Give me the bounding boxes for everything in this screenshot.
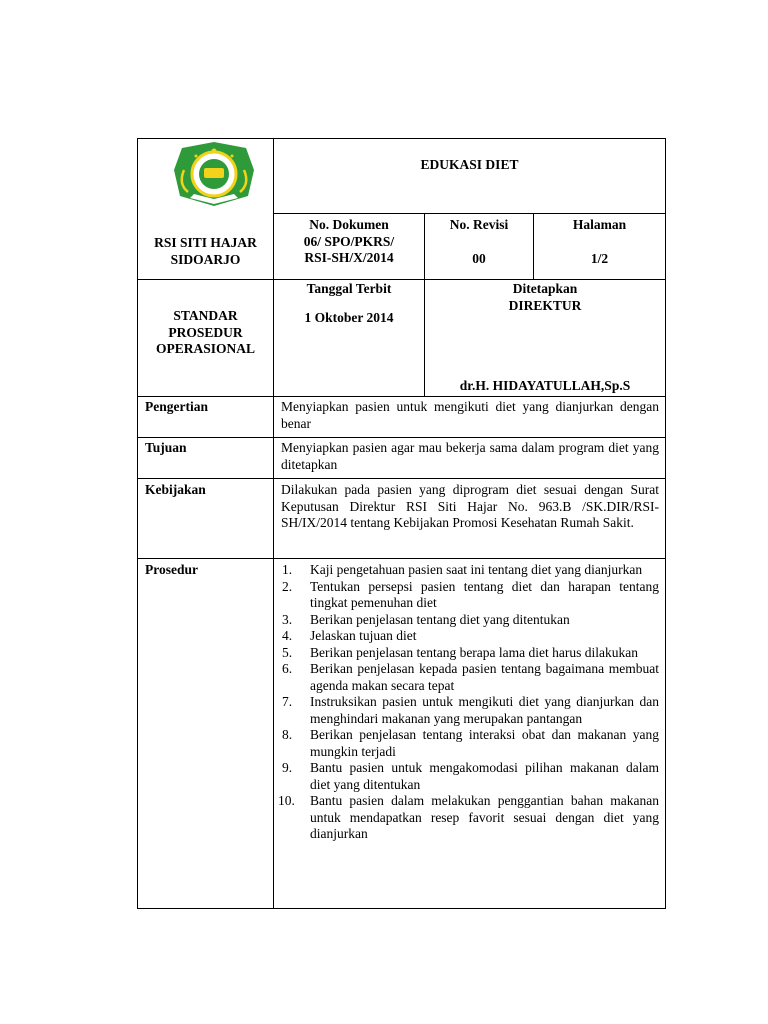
list-item <box>274 694 659 727</box>
table-row-divider <box>137 279 666 280</box>
spo-label <box>138 308 273 358</box>
list-item-text: Tentukan persepsi pasien tentang diet dan harapan tentang tingkat pemenuhan diet <box>310 578 659 610</box>
spo-line: STANDAR <box>173 308 238 323</box>
document-title: EDUKASI DIET <box>420 157 519 172</box>
table-border-bottom <box>137 908 666 909</box>
institution-line: SIDOARJO <box>170 251 241 267</box>
list-item <box>274 760 659 793</box>
direktur-label: DIREKTUR <box>508 297 582 313</box>
list-item-number: 5. <box>282 644 293 660</box>
ditetapkan-label: Ditetapkan <box>512 281 578 296</box>
list-item <box>274 793 659 843</box>
no-revisi-value: 00 <box>472 251 486 266</box>
list-item <box>274 562 659 579</box>
list-item-number: 3. <box>282 611 293 627</box>
list-item-number: 10. <box>278 793 295 808</box>
institution-line: RSI SITI HAJAR <box>154 235 257 250</box>
tanggal-terbit-value: 1 Oktober 2014 <box>304 310 394 325</box>
no-revisi-label: No. Revisi <box>449 217 509 232</box>
no-dokumen-cell <box>274 217 424 267</box>
prosedur-list <box>274 562 659 843</box>
section-text-pengertian: Menyiapkan pasien untuk mengikuti diet yang dianjurkan dengan benar <box>281 399 659 431</box>
halaman-label: Halaman <box>572 217 627 232</box>
list-item <box>274 645 659 662</box>
signatory-name: dr.H. HIDAYATULLAH,Sp.S <box>459 378 631 393</box>
no-dokumen-value: 06/ SPO/PKRS/ <box>303 233 395 249</box>
list-item <box>274 612 659 629</box>
list-item-text: Instruksikan pasien untuk mengikuti diet yang dianjurkan dan menghindari makanan yang merupakan pantangan <box>310 694 659 726</box>
table-border-top <box>137 138 666 139</box>
list-item-text: Bantu pasien dalam melakukan penggantian bahan makanan untuk mendapatkan resep favorit sesuai dengan diet yang dianjurkan <box>310 793 659 841</box>
hospital-logo-icon <box>170 140 258 208</box>
list-item-text: Berikan penjelasan tentang berapa lama diet harus dilakukan <box>310 644 638 660</box>
list-item-number: 8. <box>282 727 293 742</box>
table-row-divider <box>137 437 666 438</box>
list-item-number: 9. <box>282 760 293 775</box>
section-label-pengertian: Pengertian <box>145 399 208 414</box>
section-text-tujuan: Menyiapkan pasien agar mau bekerja sama dalam program diet yang ditetapkan <box>281 440 659 472</box>
list-item-text: Berikan penjelasan tentang interaksi obat dan makanan yang mungkin terjadi <box>310 727 659 759</box>
section-label-tujuan: Tujuan <box>145 440 187 455</box>
list-item-number: 6. <box>282 661 293 676</box>
table-row-divider <box>137 396 666 397</box>
table-row-divider <box>273 213 665 214</box>
spo-line: OPERASIONAL <box>155 341 255 356</box>
list-item-text: Berikan penjelasan tentang diet yang ditentukan <box>310 611 570 627</box>
section-text-kebijakan: Dilakukan pada pasien yang diprogram diet sesuai dengan Surat Keputusan Direktur RSI Siti Hajar No. 963.B /SK.DIR/RSI-SH/IX/2014 tentang Kebijakan Promosi Kesehatan Rumah Sakit. <box>281 482 659 530</box>
list-item-number: 2. <box>282 578 293 594</box>
section-label-prosedur: Prosedur <box>145 562 198 577</box>
list-item <box>274 727 659 760</box>
list-item-text: Kaji pengetahuan pasien saat ini tentang diet yang dianjurkan <box>310 562 643 577</box>
section-label-kebijakan: Kebijakan <box>145 482 206 497</box>
halaman-value: 1/2 <box>590 251 609 266</box>
spo-line: PROSEDUR <box>168 324 243 340</box>
list-item <box>274 661 659 694</box>
list-item-text: Bantu pasien untuk mengakomodasi pilihan makanan dalam diet yang ditentukan <box>310 760 659 792</box>
list-item <box>274 579 659 612</box>
list-item <box>274 628 659 645</box>
list-item-number: 4. <box>282 628 293 643</box>
ditetapkan-cell <box>425 281 665 314</box>
list-item-text: Berikan penjelasan kepada pasien tentang bagaimana membuat agenda makan secara tepat <box>310 661 659 693</box>
list-item-number: 1. <box>282 562 293 577</box>
no-dokumen-value: RSI-SH/X/2014 <box>304 250 394 265</box>
table-row-divider <box>137 558 666 559</box>
table-row-divider <box>137 478 666 479</box>
institution-name <box>138 235 273 268</box>
list-item-number: 7. <box>282 694 293 709</box>
list-item-text: Jelaskan tujuan diet <box>310 628 417 643</box>
tanggal-terbit-label: Tanggal Terbit <box>306 281 392 296</box>
no-dokumen-label: No. Dokumen <box>309 217 389 232</box>
table-border-right <box>665 138 666 909</box>
